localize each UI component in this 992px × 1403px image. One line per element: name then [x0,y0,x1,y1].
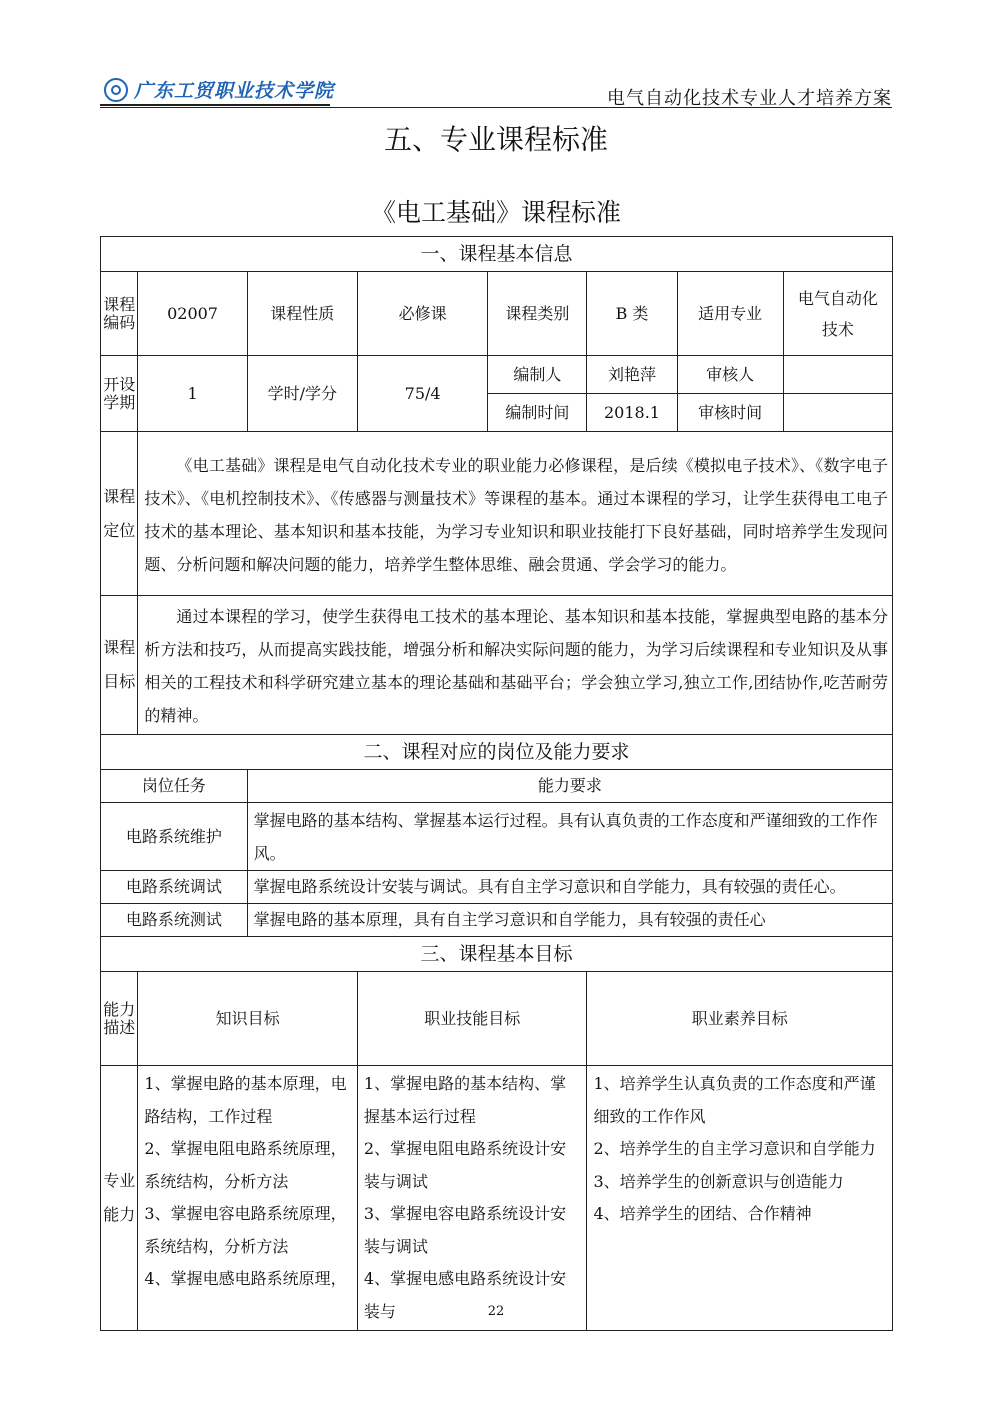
task-header: 岗位任务 [101,770,248,803]
list-item: 3、掌握电容电路系统设计安装与调试 [363,1204,567,1256]
quality-goals [587,1066,893,1331]
major-value: 电气自动化技术 [783,272,892,356]
table-row-task: 电路系统维护 [101,803,248,871]
list-item: 1、培养学生认真负责的工作态度和严谨细致的工作作风 [593,1074,876,1126]
hours-label: 学时/学分 [247,356,357,432]
position-label: 课程定位 [101,432,138,596]
code-label: 课程编码 [101,272,138,356]
quality-header: 职业素养目标 [587,972,893,1066]
list-item: 1、掌握电路的基本结构、掌握基本运行过程 [363,1074,567,1126]
term-label: 开设学期 [101,356,138,432]
table-row-task: 电路系统调试 [101,871,248,904]
skill-goals [357,1066,587,1331]
school-logo [104,76,334,103]
goal-label: 课程目标 [101,596,138,735]
code-value: 02007 [138,272,247,356]
section1-title: 一、课程基本信息 [101,237,893,272]
page-header [100,72,892,108]
list-item: 3、培养学生的创新意识与创造能力 [593,1171,844,1191]
category-value: B 类 [587,272,677,356]
nature-value: 必修课 [357,272,487,356]
reviewer-label: 审核人 [677,356,783,394]
professional-label: 专业能力 [101,1066,138,1331]
school-emblem-icon [104,78,128,102]
list-item: 2、掌握电阻电路系统原理，系统结构，分析方法 [144,1139,347,1191]
table-row-requirement: 掌握电路的基本原理，具有自主学习意识和自学能力，具有较强的责任心 [247,904,892,937]
author-label: 编制人 [488,356,587,394]
date-label: 编制时间 [488,394,587,432]
logo-underline [100,104,330,106]
skill-header: 职业技能目标 [357,972,587,1066]
chapter-heading: 五、专业课程标准 [383,123,608,156]
term-value: 1 [138,356,247,432]
list-item: 3、掌握电容电路系统原理，系统结构，分析方法 [144,1204,347,1256]
course-heading: 《电工基础》课程标准 [370,198,621,227]
table-row-requirement: 掌握电路的基本结构、掌握基本运行过程。具有认真负责的工作态度和严谨细致的工作作风。 [247,803,892,871]
list-item: 4、掌握电感电路系统原理， [144,1269,347,1288]
header-rule [100,107,892,108]
school-name: 广东工贸职业技术学院 [134,80,335,102]
date-value: 2018.1 [587,394,677,432]
position-text: 《电工基础》课程是电气自动化技术专业的职业能力必修课程，是后续《模拟电子技术》、《数字电子技术》、《电机控制技术》、《传感器与测量技术》等课程的基本。通过本课程的学习，让学生获得电工电子技术的基本理论、基本知识和基本技能，为学习专业知识和职业技能打下良好基础，同时培养学生发现问题、分析问题和解决问题的能力，培养学生整体思维、融会贯通、学会学习的能力。 [138,432,893,596]
section3-title: 三、课程基本目标 [101,937,893,972]
reviewer-value [783,356,892,394]
section2-title: 二、课程对应的岗位及能力要求 [101,735,893,770]
ability-label: 能力描述 [101,972,138,1066]
course-standard-table [100,236,893,1331]
requirement-header: 能力要求 [247,770,892,803]
document-title: 电气自动化技术专业人才培养方案 [607,88,892,109]
table-row-task: 电路系统测试 [101,904,248,937]
author-value: 刘艳萍 [587,356,677,394]
review-date-label: 审核时间 [677,394,783,432]
goal-text: 通过本课程的学习，使学生获得电工技术的基本理论、基本知识和基本技能，掌握典型电路的基本分析方法和技巧，从而提高实践技能，增强分析和解决实际问题的能力，为学习后续课程和专业知识及从事相关的工程技术和科学研究建立基本的理论基础和基础平台；学会独立学习,独立工作,团结协作,吃苦耐劳的精神。 [138,596,893,735]
major-label: 适用专业 [677,272,783,356]
category-label: 课程类别 [488,272,587,356]
list-item: 4、掌握电感电路系统设计安装与 [363,1269,567,1321]
nature-label: 课程性质 [247,272,357,356]
knowledge-goals [138,1066,357,1331]
list-item: 2、掌握电阻电路系统设计安装与调试 [363,1139,567,1191]
hours-value: 75/4 [357,356,487,432]
table-row-requirement: 掌握电路系统设计安装与调试。具有自主学习意识和自学能力，具有较强的责任心。 [247,871,892,904]
review-date-value [783,394,892,432]
knowledge-header: 知识目标 [138,972,357,1066]
page-number: 22 [487,1304,505,1319]
list-item: 2、培养学生的自主学习意识和自学能力 [593,1139,876,1158]
list-item: 4、培养学生的团结、合作精神 [593,1204,812,1223]
list-item: 1、掌握电路的基本原理，电路结构，工作过程 [144,1074,347,1126]
